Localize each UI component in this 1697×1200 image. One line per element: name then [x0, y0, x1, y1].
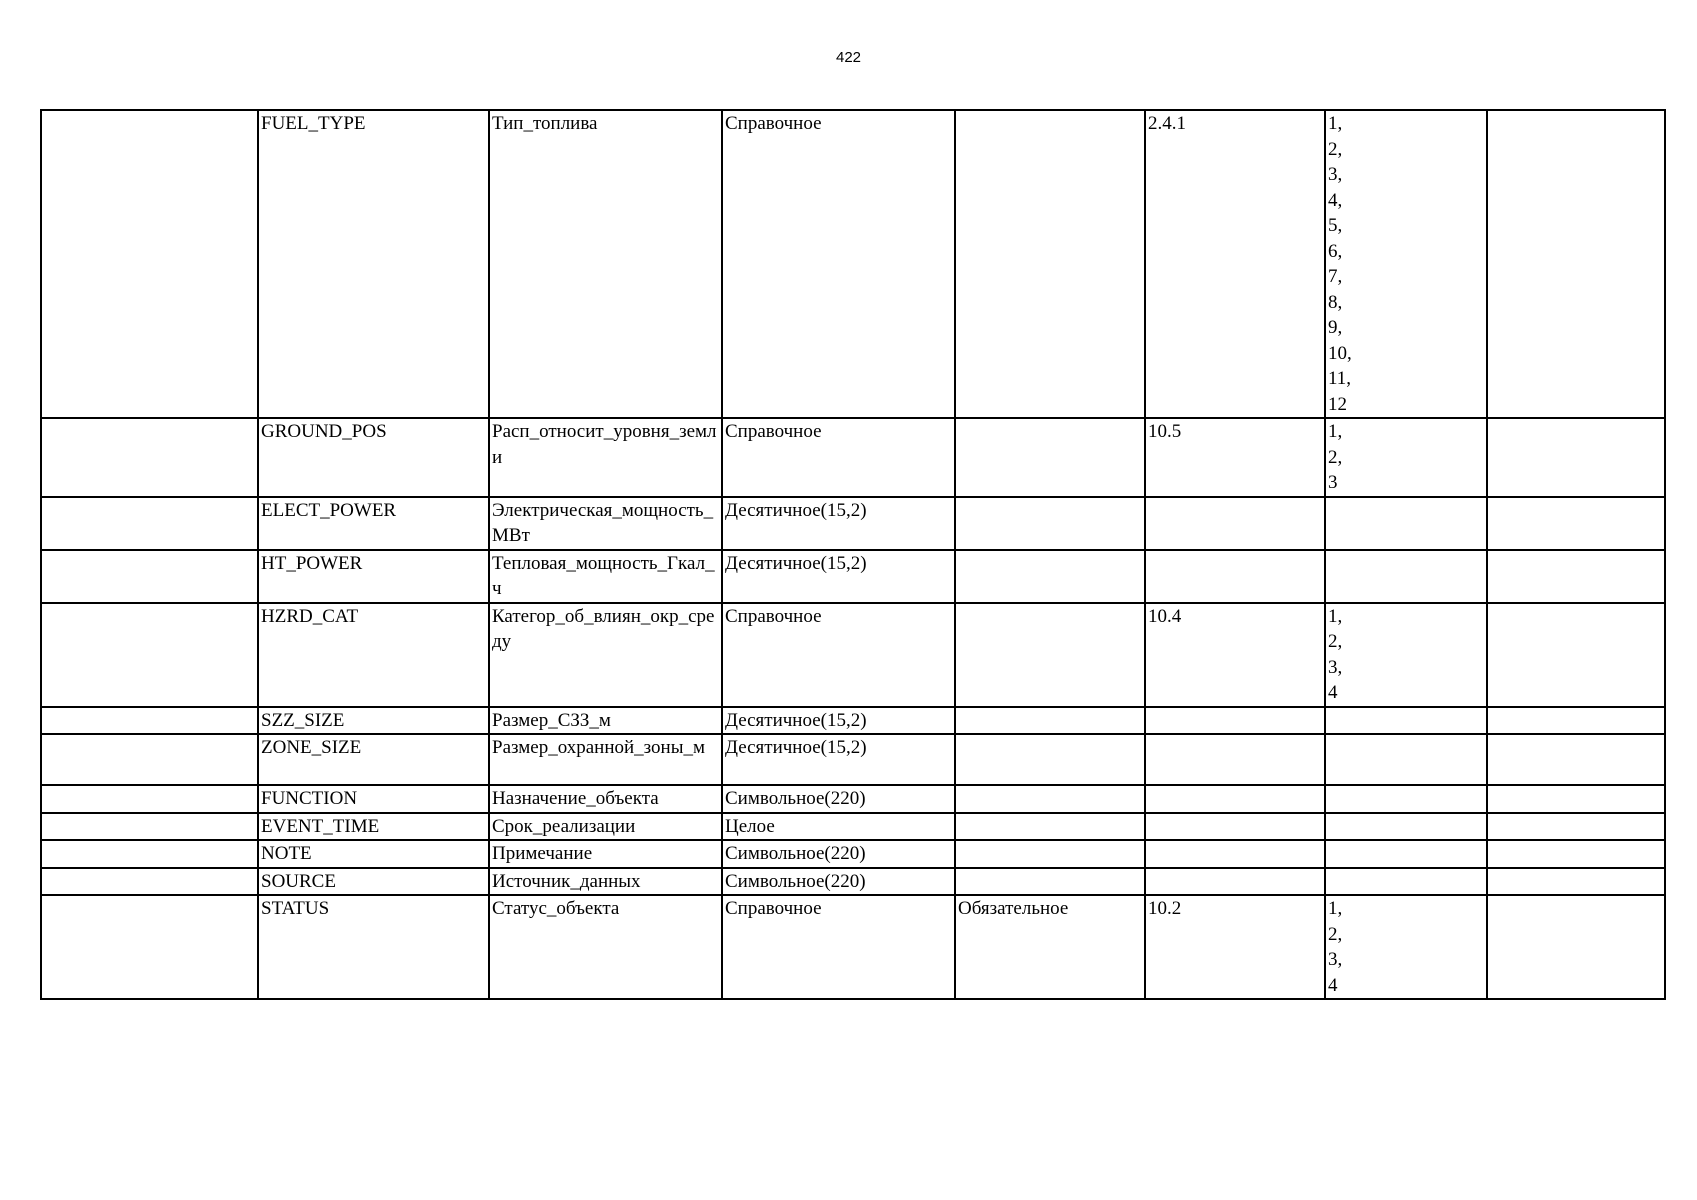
- field-alias-cell: Категор_об_влиян_окр_среду: [489, 603, 722, 707]
- reference-cell: [1145, 813, 1325, 841]
- table-row: [41, 734, 1665, 785]
- required-cell: [955, 550, 1145, 603]
- required-cell: [955, 813, 1145, 841]
- field-name-cell: SOURCE: [258, 868, 489, 896]
- allowed-values-cell: [1325, 497, 1487, 550]
- required-cell: [955, 497, 1145, 550]
- reference-cell: [1145, 550, 1325, 603]
- table-row: [41, 785, 1665, 813]
- note-cell: [1487, 418, 1665, 497]
- field-type-cell: Справочное: [722, 895, 955, 999]
- reference-cell: 10.5: [1145, 418, 1325, 497]
- note-cell: [1487, 840, 1665, 868]
- required-cell: Обязательное: [955, 895, 1145, 999]
- table-row: [41, 603, 1665, 707]
- required-cell: [955, 110, 1145, 418]
- allowed-values-cell: 1, 2, 3, 4, 5, 6, 7, 8, 9, 10, 11, 12: [1325, 110, 1487, 418]
- required-cell: [955, 707, 1145, 735]
- reference-cell: [1145, 785, 1325, 813]
- allowed-values-cell: [1325, 734, 1487, 785]
- field-name-cell: HT_POWER: [258, 550, 489, 603]
- allowed-values-cell: 1, 2, 3, 4: [1325, 603, 1487, 707]
- table-row: [41, 895, 1665, 999]
- reference-cell: 10.4: [1145, 603, 1325, 707]
- group-cell: [41, 110, 258, 418]
- table-row: [41, 840, 1665, 868]
- group-cell: [41, 840, 258, 868]
- note-cell: [1487, 868, 1665, 896]
- table-row: [41, 497, 1665, 550]
- field-name-cell: FUEL_TYPE: [258, 110, 489, 418]
- note-cell: [1487, 785, 1665, 813]
- field-alias-cell: Примечание: [489, 840, 722, 868]
- required-cell: [955, 418, 1145, 497]
- field-type-cell: Символьное(220): [722, 785, 955, 813]
- reference-cell: [1145, 497, 1325, 550]
- reference-cell: 2.4.1: [1145, 110, 1325, 418]
- field-alias-cell: Назначение_объекта: [489, 785, 722, 813]
- note-cell: [1487, 550, 1665, 603]
- field-name-cell: FUNCTION: [258, 785, 489, 813]
- table-row: [41, 418, 1665, 497]
- field-name-cell: EVENT_TIME: [258, 813, 489, 841]
- required-cell: [955, 868, 1145, 896]
- field-alias-cell: Электрическая_мощность_МВт: [489, 497, 722, 550]
- field-type-cell: Справочное: [722, 110, 955, 418]
- field-name-cell: GROUND_POS: [258, 418, 489, 497]
- field-alias-cell: Расп_относит_уровня_земли: [489, 418, 722, 497]
- allowed-values-cell: [1325, 813, 1487, 841]
- note-cell: [1487, 895, 1665, 999]
- field-type-cell: Десятичное(15,2): [722, 497, 955, 550]
- field-type-cell: Десятичное(15,2): [722, 550, 955, 603]
- field-alias-cell: Источник_данных: [489, 868, 722, 896]
- field-name-cell: ZONE_SIZE: [258, 734, 489, 785]
- reference-cell: 10.2: [1145, 895, 1325, 999]
- note-cell: [1487, 110, 1665, 418]
- reference-cell: [1145, 734, 1325, 785]
- allowed-values-cell: [1325, 785, 1487, 813]
- required-cell: [955, 840, 1145, 868]
- note-cell: [1487, 497, 1665, 550]
- group-cell: [41, 868, 258, 896]
- allowed-values-cell: [1325, 550, 1487, 603]
- field-type-cell: Справочное: [722, 603, 955, 707]
- note-cell: [1487, 813, 1665, 841]
- group-cell: [41, 734, 258, 785]
- table-row: [41, 813, 1665, 841]
- required-cell: [955, 603, 1145, 707]
- field-alias-cell: Срок_реализации: [489, 813, 722, 841]
- field-type-cell: Символьное(220): [722, 840, 955, 868]
- field-name-cell: HZRD_CAT: [258, 603, 489, 707]
- allowed-values-cell: [1325, 707, 1487, 735]
- field-type-cell: Справочное: [722, 418, 955, 497]
- note-cell: [1487, 707, 1665, 735]
- group-cell: [41, 813, 258, 841]
- field-name-cell: SZZ_SIZE: [258, 707, 489, 735]
- reference-cell: [1145, 868, 1325, 896]
- group-cell: [41, 603, 258, 707]
- field-type-cell: Десятичное(15,2): [722, 707, 955, 735]
- group-cell: [41, 550, 258, 603]
- table-row: [41, 868, 1665, 896]
- note-cell: [1487, 603, 1665, 707]
- reference-cell: [1145, 707, 1325, 735]
- required-cell: [955, 734, 1145, 785]
- field-type-cell: Символьное(220): [722, 868, 955, 896]
- field-name-cell: STATUS: [258, 895, 489, 999]
- group-cell: [41, 895, 258, 999]
- allowed-values-cell: [1325, 868, 1487, 896]
- field-name-cell: NOTE: [258, 840, 489, 868]
- field-alias-cell: Размер_охранной_зоны_м: [489, 734, 722, 785]
- field-name-cell: ELECT_POWER: [258, 497, 489, 550]
- allowed-values-cell: 1, 2, 3, 4: [1325, 895, 1487, 999]
- field-alias-cell: Размер_СЗЗ_м: [489, 707, 722, 735]
- note-cell: [1487, 734, 1665, 785]
- required-cell: [955, 785, 1145, 813]
- field-type-cell: Целое: [722, 813, 955, 841]
- page-number: 422: [835, 49, 862, 66]
- reference-cell: [1145, 840, 1325, 868]
- field-alias-cell: Статус_объекта: [489, 895, 722, 999]
- group-cell: [41, 497, 258, 550]
- attribute-table: [40, 109, 1666, 1000]
- field-alias-cell: Тепловая_мощность_Гкал_ч: [489, 550, 722, 603]
- table-row: [41, 707, 1665, 735]
- table-row: [41, 550, 1665, 603]
- allowed-values-cell: 1, 2, 3: [1325, 418, 1487, 497]
- allowed-values-cell: [1325, 840, 1487, 868]
- field-type-cell: Десятичное(15,2): [722, 734, 955, 785]
- field-alias-cell: Тип_топлива: [489, 110, 722, 418]
- table-row: [41, 110, 1665, 418]
- group-cell: [41, 418, 258, 497]
- group-cell: [41, 707, 258, 735]
- group-cell: [41, 785, 258, 813]
